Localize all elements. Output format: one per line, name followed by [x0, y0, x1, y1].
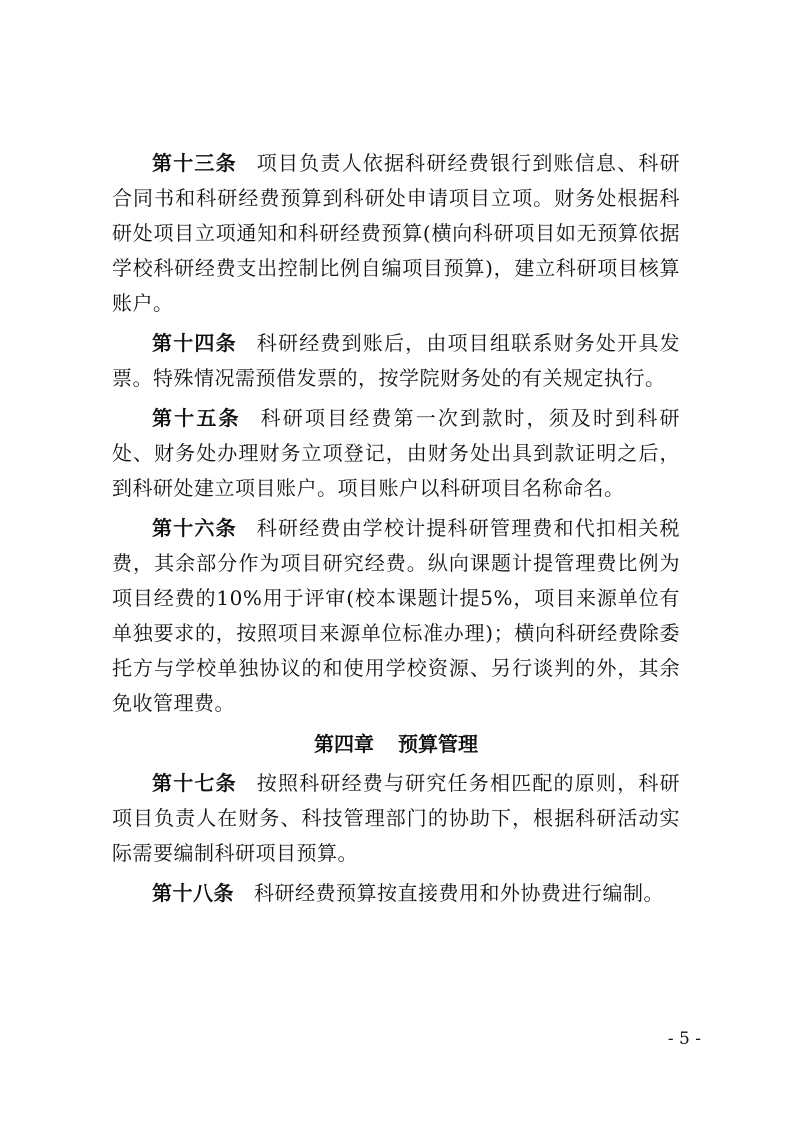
article-17-title: 第十七条 [152, 771, 237, 795]
chapter-heading [112, 728, 680, 761]
article-15 [112, 401, 680, 506]
article-16-text: 科研经费由学校计提科研管理费和代扣相关税费，其余部分作为项目研究经费。纵向课题计提管理费比例为项目经费的10%用于评审(校本课题计提5%，项目来源单位有单独要求的，按照项目来源单位标准办理)；横向科研经费除委托方与学校单独协议的和使用学校资源、另行谈判的外，其余免收管理费。 [112, 516, 681, 715]
article-14-text: 科研经费到账后，由项目组联系财务处开具发票。特殊情况需预借发票的，按学院财务处的有关规定执行。 [112, 331, 681, 390]
article-17-text: 按照科研经费与研究任务相匹配的原则，科研项目负责人在财务、科技管理部门的协助下，根据科研活动实际需要编制科研项目预算。 [112, 771, 681, 865]
article-16 [112, 511, 680, 721]
article-18 [112, 876, 680, 911]
article-15-text: 科研项目经费第一次到款时，须及时到科研处、财务处办理财务立项登记，由财务处出具到款证明之后，到科研处建立项目账户。项目账户以科研项目名称命名。 [112, 406, 681, 500]
article-15-title: 第十五条 [152, 406, 241, 430]
article-13-text: 项目负责人依据科研经费银行到账信息、科研合同书和科研经费预算到科研处申请项目立项。财务处根据科研处项目立项通知和科研经费预算(横向科研项目如无预算依据学校科研经费支出控制比例自编项目预算)，建立科研项目核算账户。 [112, 151, 681, 315]
article-14-title: 第十四条 [152, 331, 237, 355]
article-17 [112, 766, 680, 871]
document-page [112, 146, 680, 911]
chapter-title: 预算管理 [398, 732, 478, 756]
page-number: - 5 - [667, 1029, 701, 1049]
article-18-text: 科研经费预算按直接费用和外协费进行编制。 [254, 881, 664, 905]
article-14 [112, 326, 680, 396]
article-13-title: 第十三条 [152, 151, 237, 175]
article-13 [112, 146, 680, 321]
article-16-title: 第十六条 [152, 516, 237, 540]
article-18-title: 第十八条 [152, 881, 234, 905]
chapter-number: 第四章 [314, 732, 374, 756]
